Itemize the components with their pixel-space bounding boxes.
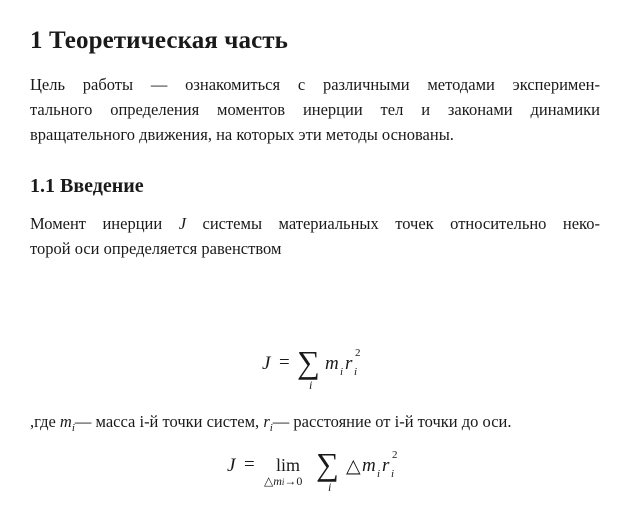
eq2-lhs: J: [227, 455, 236, 476]
eq2-sum-index: i: [328, 480, 332, 494]
subsection-title: Введение: [60, 175, 144, 197]
where-line: [30, 409, 511, 437]
where-prefix: ,где: [30, 412, 60, 431]
eq2-equals: =: [244, 454, 255, 475]
eq2-sum-symbol: ∑: [316, 446, 339, 482]
section-number: 1: [30, 27, 43, 54]
eq1-m-sub: i: [340, 366, 344, 378]
subsection-heading: [30, 175, 144, 198]
eq2-lim-m: m: [273, 474, 282, 488]
eq1-equals: =: [279, 352, 290, 373]
intro-line-1: Цель работы — ознакомиться с различными методами эксперимен-: [30, 75, 600, 94]
definition-text-b: системы материальных точек относительно неко-: [186, 214, 600, 233]
eq2-m: m: [362, 455, 376, 476]
var-J: J: [178, 214, 187, 233]
where-r: r: [263, 412, 270, 431]
definition-line-2: торой оси определяется равенством: [30, 239, 282, 258]
section-heading: [30, 27, 288, 55]
eq1-lhs: J: [262, 353, 271, 374]
definition-paragraph: [30, 211, 600, 261]
where-line-content: [30, 409, 511, 437]
eq2-r-sup: 2: [392, 449, 398, 461]
intro-line-3: вращательного движения, на которых эти методы основаны.: [30, 125, 454, 144]
intro-line-2: тального определения моментов инерции тел и законами динамики: [30, 100, 600, 119]
equation-moment-of-inertia: [262, 345, 382, 395]
definition-text-a: Момент инерции: [30, 214, 179, 233]
eq1-r-sub: i: [354, 366, 358, 378]
eq2-lim: lim: [276, 455, 301, 475]
subsection-number: 1.1: [30, 175, 55, 197]
where-m: m: [59, 412, 72, 431]
eq2-lim-subscript: [264, 474, 302, 489]
eq2-m-sub: i: [377, 468, 381, 480]
eq2-lim-rest: →0: [284, 474, 303, 488]
section-title: Теоретическая часть: [48, 27, 288, 54]
eq1-m: m: [325, 353, 339, 374]
intro-paragraph: [30, 72, 600, 147]
eq1-sum-index: i: [309, 378, 313, 392]
eq2-lim-i: i: [281, 477, 285, 487]
eq1-r-sup: 2: [355, 347, 361, 359]
eq2-delta: △: [346, 456, 361, 477]
eq1-sum-symbol: ∑: [297, 344, 320, 380]
eq2-r: r: [382, 455, 390, 476]
where-m-sub: i: [71, 422, 75, 434]
eq1-r: r: [345, 353, 353, 374]
where-r-sub: i: [269, 422, 273, 434]
equation-limit-form: [227, 447, 417, 502]
eq2-r-sub: i: [391, 468, 395, 480]
where-text-2: — расстояние от i-й точки до оси.: [272, 412, 512, 431]
eq2-lim-delta: △: [264, 474, 274, 488]
where-text-1: — масса i-й точки систем,: [74, 412, 264, 431]
definition-line-1: [30, 211, 600, 236]
